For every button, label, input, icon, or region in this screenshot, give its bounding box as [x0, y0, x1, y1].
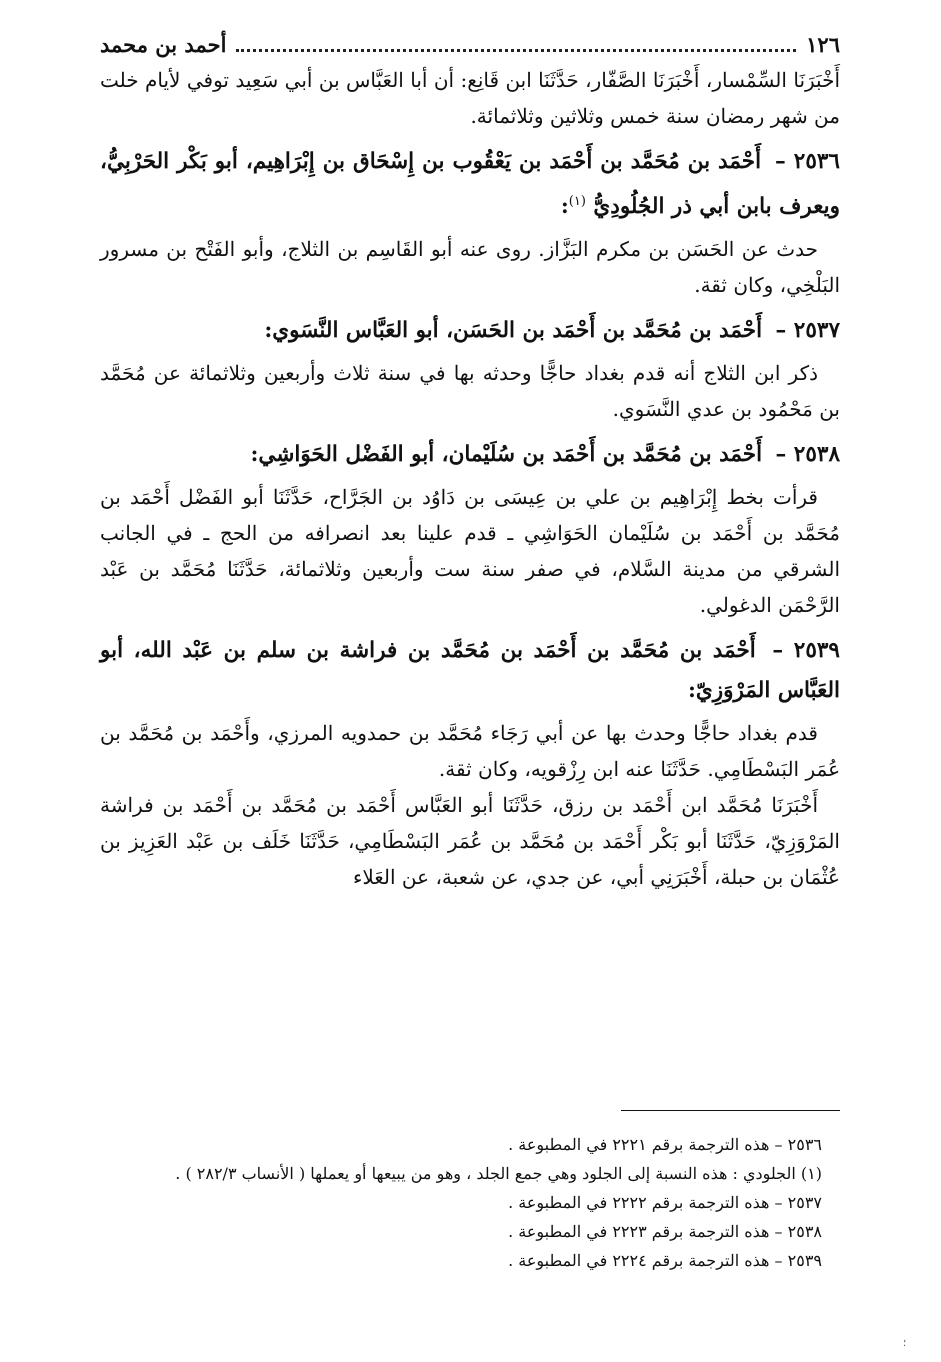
- page-body: [100, 32, 840, 895]
- footnote-separator: [621, 1110, 840, 1111]
- entry-2539-heading: [100, 631, 840, 711]
- page-number: ١٢٦: [806, 32, 840, 57]
- paragraph-5: قدم بغداد حاجًّا وحدث بها عن أبي رَجَاء مُحَمَّد بن حمدويه المرزي، وأَحْمَد بن مُحَمَّد بن عُمَر البَسْطَامِي. حَدَّثَنَا عنه ابن رِزْقويه، وكان ثقة.: [100, 721, 840, 782]
- footnote-ref: (١): [568, 194, 586, 209]
- paragraph-2: حدث عن الحَسَن بن مكرم البَزَّاز. روى عنه أبو القَاسِم بن الثلاج، وأبو الفَتْح بن مسرور البَلْخِي، وكان ثقة.: [100, 237, 840, 298]
- entry-number: ٢٥٣٧ –: [775, 318, 840, 344]
- footnote-2538: ٢٥٣٨ – هذه الترجمة برقم ٢٢٢٣ في المطبوعة .: [508, 1222, 822, 1241]
- running-header: [100, 32, 840, 58]
- paragraph-1: أَخْبَرَنَا السِّمْسار، أَخْبَرَنَا الصَّفّار، حَدَّثَنَا ابن قَانِع: أن أبا العَبَّاس بن أبي سَعِيد توفي لأيام خلت من شهر رمضان سنة خمس وثلاثين وثلاثمائة.: [100, 68, 840, 128]
- running-title: أحمد بن محمد: [100, 32, 227, 57]
- paragraph-6: أَخْبَرَنَا مُحَمَّد ابن أَحْمَد بن رزق، حَدَّثَنَا أبو العَبَّاس أَحْمَد بن مُحَمَّد بن أَحْمَد بن فراشة المَرْوَزِيّ، حَدَّثَنَا أبو بَكْر أَحْمَد بن مُحَمَّد بن عُمَر البَسْطَامِي، حَدَّثَنَا خَلَف بن عَبْد العَزِيز بن عُثْمَان بن حبلة، أَخْبَرَنِي أبي، عن جدي، عن شعبة، عن العَلاء: [100, 793, 840, 890]
- footnote-1: (١) الجلودي : هذه النسبة إلى الجلود وهي جمع الجلد ، وهو من يبيعها أو يعملها ( الأنساب ٢٨٢/٣ ) .: [175, 1164, 822, 1183]
- entry-title: أَحْمَد بن مُحَمَّد بن أَحْمَد بن سُلَيْمان، أبو الفَضْل الحَوَاشِي:: [250, 442, 763, 468]
- paragraph-3: ذكر ابن الثلاج أنه قدم بغداد حاجًّا وحدثه بها في سنة ثلاث وأربعين وثلاثمائة عن مُحَمَّد بن مَحْمُود بن عدي النَّسَوي.: [100, 361, 840, 422]
- entry-title: أَحْمَد بن مُحَمَّد بن أَحْمَد بن يَعْقُوب بن إِسْحَاق بن إِبْرَاهِيم، أبو بَكْر الحَرْبِيُّ، ويعرف بابن أبي ذر الجُلُودِيُّ: [100, 149, 840, 220]
- header-leader-dots: [236, 48, 796, 52]
- entry-2538-heading: [100, 435, 840, 475]
- entry-number: ٢٥٣٨ –: [775, 442, 840, 468]
- entry-number: ٢٥٣٩ –: [772, 638, 840, 664]
- entry-title: أَحْمَد بن مُحَمَّد بن أَحْمَد بن مُحَمَّد بن فراشة بن سلم بن عَبْد الله، أبو العَبَّاس المَرْوَزِيّ:: [100, 638, 840, 704]
- footnote-2539: ٢٥٣٩ – هذه الترجمة برقم ٢٢٢٤ في المطبوعة .: [508, 1251, 822, 1270]
- entry-number: ٢٥٣٦ –: [775, 149, 840, 174]
- paragraph-4: قرأت بخط إِبْرَاهِيم بن علي بن عِيسَى بن دَاوُد بن الجَرَّاح، حَدَّثَنَا أبو الفَضْل أَحْمَد بن مُحَمَّد بن أَحْمَد بن سُلَيْمان الحَوَاشِي ـ قدم علينا بعد انصرافه من الحج ـ في الجانب الشرقي من مدينة السَّلام، في صفر سنة ست وأربعين وثلاثمائة، حَدَّثَنَا مُحَمَّد بن عَبْد الرَّحْمَن الدغولي.: [100, 485, 840, 618]
- footnote-2536: ٢٥٣٦ – هذه الترجمة برقم ٢٢٢١ في المطبوعة .: [508, 1135, 822, 1154]
- corner-mark: ؛: [903, 1338, 907, 1349]
- entry-title: أَحْمَد بن مُحَمَّد بن أَحْمَد بن الحَسَن، أبو العَبَّاس النَّسَوي:: [264, 318, 763, 344]
- footnote-2537: ٢٥٣٧ – هذه الترجمة برقم ٢٢٢٢ في المطبوعة .: [508, 1193, 822, 1212]
- entry-colon: :: [560, 194, 569, 220]
- entry-2537-heading: [100, 311, 840, 351]
- footnotes: [100, 1130, 840, 1275]
- entry-2536-heading: [100, 142, 840, 227]
